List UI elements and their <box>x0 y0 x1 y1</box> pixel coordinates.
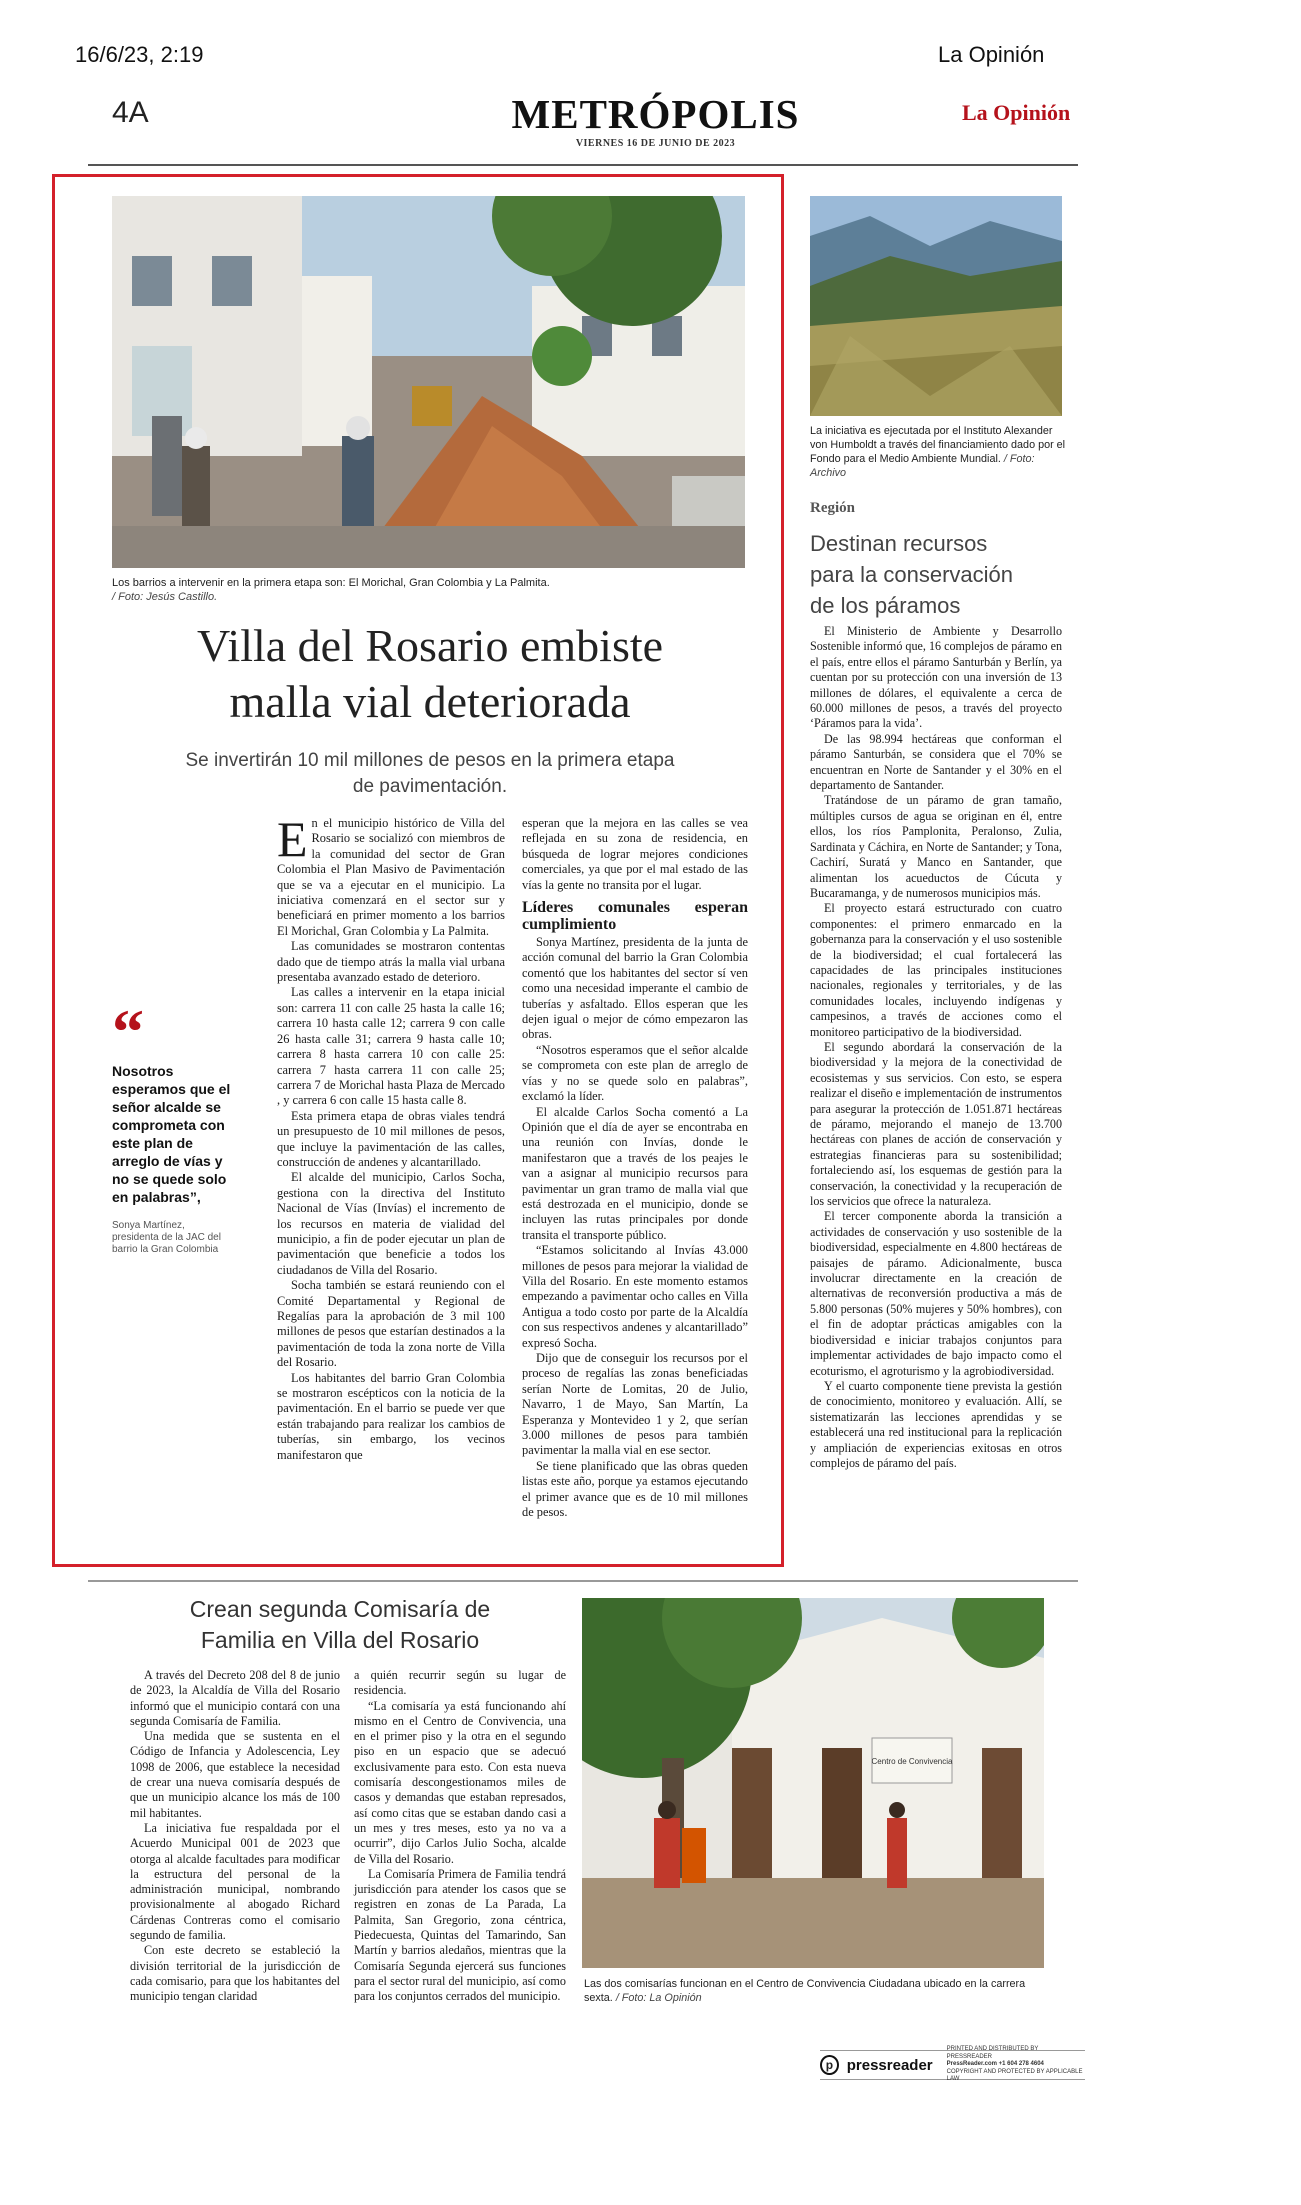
side-paragraph: El tercer componente aborda la transición a actividades de conservación y uso sostenible de la biodiversidad, especialmente en 4.800 hectáreas de paisajes de páramo. Adicionalmente, busca involucrar directamente en la creación de alternativas de reconversión productiva a más de 5.800 personas (50% mujeres y 50% hombres), con el fin de adoptar prácticas amigables con la biodiversidad e iniciar trabajos conjuntos para implementar actividades de bajo impacto como el ecoturismo, el agroturismo y la agrobiodiversidad. <box>810 1209 1062 1378</box>
main-col2-paragraph: Se tiene planificado que las obras queden listas este año, porque ya estamos ejecutando el primer avance que es de 10 mil millones de pesos. <box>522 1458 748 1520</box>
side-paragraph: De las 98.994 hectáreas que conforman el páramo Santurbán, se considera que el 70% se encuentran en Norte de Santander y el 30% en el departamento de Santander. <box>810 731 1062 793</box>
pull-quote-name: Sonya Martínez, <box>112 1220 185 1231</box>
pressreader-line3: COPYRIGHT AND PROTECTED BY APPLICABLE LAW <box>946 2068 1083 2083</box>
pull-quote-attribution <box>112 1220 247 1256</box>
main-photo-caption <box>112 576 752 604</box>
brand-logo: La Opinión <box>962 100 1071 125</box>
main-col2-paragraph: Sonya Martínez, presidenta de la junta de acción comunal del barrio la Gran Colombia comentó que los habitantes del sector sí ven como una necesidad imperante el cambio de tuberías y asfaltado. Ellos esperan que les dejen igual o mejor de cómo empezaron las obras. <box>522 935 748 1042</box>
main-col2-paragraph: “Nosotros esperamos que el señor alcalde se comprometa con este plan de arreglo de vías y no se quede solo en palabras”, exclamó la líder. <box>522 1042 748 1104</box>
main-col1-paragraph: Las comunidades se mostraron contentas dado que de tiempo atrás la malla vial urbana presentaba avanzado estado de deterioro. <box>277 939 505 985</box>
bottom-col1-paragraph: Una medida que se sustenta en el Código de Infancia y Adolescencia, Ley 1098 de 2006, que establece la necesidad de crear una nueva comisaría después de que un municipio alcance los más de 100 mil habitantes. <box>130 1729 340 1820</box>
pull-quote: Nosotros esperamos que el señor alcalde se comprometa con este plan de arreglo de vías y no se quede solo en palabras”, <box>112 1063 231 1205</box>
main-subhead-line1: Se invertirán 10 mil millones de pesos en la primera etapa <box>185 750 675 771</box>
main-col2-paragraph: Dijo que de conseguir los recursos por el proceso de regalías las zonas beneficiadas serían Norte de Lomitas, 20 de Julio, Navarro, 1 de Mayo, San Martín, La Esperanza y Montevideo 1 y 2, que serían 3.000 millones de pesos para también pavimentar la malla vial en ese sector. <box>522 1351 748 1458</box>
main-article-column-1 <box>277 811 505 1463</box>
side-headline-line1: Destinan recursos <box>810 531 988 556</box>
main-col2-subhead: Líderes comunales esperan cumplimiento <box>522 899 748 934</box>
side-article-body <box>810 624 1062 1471</box>
bottom-col2-paragraph: “La comisaría ya está funcionando ahí mismo en el Centro de Convivencia, una en el primer piso y la otra en el segundo piso en un espacio que se adecuó exclusivamente para esto. Con esta nueva comisaría descongestionamos miles de casos y demandas que estaban represados, así como citas que se estaban dando casi a un mes y tres meses, esto ya no va a ocurrir”, dijo Carlos Julio Socha, alcalde de Villa del Rosario. <box>354 1698 566 1866</box>
pressreader-logo: pressreader <box>846 2056 933 2074</box>
main-photo-caption-text: Los barrios a intervenir en la primera etapa son: El Morichal, Gran Colombia y La Palmita. <box>112 577 550 589</box>
main-photo-credit: / Foto: Jesús Castillo. <box>112 591 218 603</box>
bottom-col2-paragraph: a quién recurrir según su lugar de residencia. <box>354 1668 566 1698</box>
main-headline-line2: malla vial deteriorada <box>229 676 631 727</box>
pressreader-legal <box>947 2046 1085 2084</box>
main-col1-paragraph: Los habitantes del barrio Gran Colombia se mostraron escépticos con la noticia de la pavimentación. En el barrio se puede ver que están trabajando para realizar los cambios de tuberías, sin embargo, los vecinos manifestaron que <box>277 1370 505 1462</box>
main-headline <box>100 618 760 730</box>
main-col1-paragraph: Esta primera etapa de obras viales tendrá un presupuesto de 10 mil millones de pesos, que incluye la pavimentación de las calles, construcción de andenes y alcantarillado. <box>277 1108 505 1169</box>
pressreader-line2: PressReader.com +1 604 278 4604 <box>946 2061 1044 2068</box>
main-col1-paragraph: n el municipio histórico de Villa del Rosario se socializó con miembros de la comunidad del sector de Gran Colombia el Plan Masivo de Pavimentación que se va a ejecutar en el municipio. La iniciativa comenzará en el sector sur y beneficiará en primer momento a los barrios El Morichal, Gran Colombia y La Palmita. <box>277 816 505 938</box>
main-subhead-line2: de pavimentación. <box>352 776 508 797</box>
side-paragraph: El proyecto estará estructurado con cuatro componentes: el primero enmarcado en la gobernanza para la conservación y el uso sostenible de la biodiversidad; el cual fortalecerá las capacidades de las principales instituciones nacionales, regionales y territoriales, y de las comunidades locales, incluyendo indígenas y campesinos, a través de acciones como el monitoreo participativo de la biodiversidad. <box>810 901 1062 1039</box>
print-source: La Opinión <box>938 42 1045 67</box>
bottom-col2-paragraph: La Comisaría Primera de Familia tendrá jurisdicción para atender los casos que se registren en zonas de La Parada, La Palmita, San Gregorio, zona céntrica, Piedecuesta, Quintas del Tamarindo, San Martín y barrios aledaños, mientras que la Comisaría Segunda ejercerá sus funciones para el sector rural del municipio, así como para los conjuntos cerrados del municipio. <box>354 1866 566 2004</box>
side-kicker: Región <box>810 500 855 516</box>
sign-text: Centro de Convivencia <box>871 1757 953 1766</box>
pressreader-icon: p <box>820 2055 839 2075</box>
dropcap: E <box>277 811 308 867</box>
main-col1-paragraph: Las calles a intervenir en la etapa inicial son: carrera 11 con calle 25 hasta la calle 16; carrera 10 hasta calle 12; carrera 9 con calle 26 hasta calle 31; carrera 9 hasta calle 10; carrera 8 hasta carrera 10 con calle 25: carrera 7 hasta carrera 11 con calle 25; carrera 7 de Morichal hasta Plaza de Mercado , y carrera 6 con calle 15 hasta calle 8. <box>277 985 505 1108</box>
issue-date: VIERNES 16 DE JUNIO DE 2023 <box>575 138 736 149</box>
bottom-article-column-1 <box>130 1668 340 2005</box>
bottom-photo-caption-text: Las dos comisarías funcionan en el Centro de Convivencia Ciudadana ubicado en la carrera sexta. <box>584 1978 1026 2004</box>
bottom-headline-line2: Familia en Villa del Rosario <box>200 1627 480 1653</box>
print-datetime: 16/6/23, 2:19 <box>75 42 204 67</box>
street-works-photo <box>112 196 745 568</box>
side-photo-credit: / Foto: Archivo <box>810 453 1035 479</box>
main-headline-line1: Villa del Rosario embiste <box>196 620 664 671</box>
main-col1-paragraph: El alcalde del municipio, Carlos Socha, gestiona con la directiva del Instituto Nacional de Vías (Invías) el incremento de los recursos en materia de vialidad del municipio, a fin de poder ejecutar un plan de pavimentación que beneficie a todos los ciudadanos de Villa del Rosario. <box>277 1170 505 1277</box>
side-photo-caption <box>810 424 1068 480</box>
pressreader-line1: PRINTED AND DISTRIBUTED BY PRESSREADER <box>946 2046 1039 2060</box>
bottom-col1-paragraph: La iniciativa fue respaldada por el Acuerdo Municipal 001 de 2023 que otorga al alcalde facultades para modificar la estructura del personal de la administración municipal, nombrando provisionalmente al abogado Richard Cárdenas Contreras como el comisario segundo de familia. <box>130 1820 340 1943</box>
main-col2-paragraph: El alcalde Carlos Socha comentó a La Opinión que el día de ayer se encontraba en una reunión con Invías, donde le manifestaron que a través de los peajes le van a asignar al municipio recursos para pavimentar un gran tramo de malla vial que está destrozada en el municipio, donde se incluyen las rutas principales por donde transita el transporte público. <box>522 1104 748 1242</box>
side-paragraph: Tratándose de un páramo de gran tamaño, múltiples cursos de agua se originan en él, entre ellos, los ríos Pamplonita, Peralonso, Zulia, Sardinata y Cáchira, en Norte de Santander; y Tona, Cachirí, Suratá y Manco en Santander, que alimentan los acueductos de Cúcuta y Bucaramanga, y de numerosos municipios más. <box>810 793 1062 900</box>
main-col1-paragraph: Socha también se estará reuniendo con el Comité Departamental y Regional de Regalías para la aprobación de 3 mil 100 millones de pesos que estarían destinados a la pavimentación de toda la zona norte de Villa del Rosario. <box>277 1278 505 1370</box>
main-col2-intro: esperan que la mejora en las calles se vea reflejada en su zona de residencia, en búsqueda de lograr mejores condiciones comerciales, ya que por el mal estado de las vías la gente no transita por el lugar. <box>522 816 748 892</box>
pull-quote-role: presidenta de la JAC del barrio la Gran Colombia <box>112 1232 221 1255</box>
side-paragraph: El Ministerio de Ambiente y Desarrollo Sostenible informó que, 16 complejos de páramo en el país, entre ellos el páramo Santurbán y Berlín, ya cuentan por su protección con una inversión de 13 millones de dólares, el equivalente a cerca de 60.000 millones de pesos, a través del proyecto ‘Páramos para la vida’. <box>810 624 1062 731</box>
side-paragraph: Y el cuarto componente tiene prevista la gestión de conocimiento, monitoreo y evaluación. Allí, se sistematizarán las lecciones aprendidas y se establecerá una red institucional para la replicación y ampliación de experiencias exitosas en otros complejos de páramo del país. <box>810 1378 1062 1470</box>
side-photo-caption-text: La iniciativa es ejecutada por el Instituto Alexander von Humboldt a través del financiamiento dado por el Fondo para el Medio Ambiente Mundial. <box>810 425 1066 465</box>
side-headline-line2: para la conservación <box>810 562 1014 587</box>
side-paragraph: El segundo abordará la conservación de la biodiversidad y la mejora de la conectividad de ecosistemas y sus servicios. Con esto, se espera realizar el diseño e implementación de instrumentos para asegurar la protección de 1.051.871 hectáreas de páramo, mejorando el manejo de 13.700 hectáreas con planes de acción de conservación y estrategias financieras para su sostenibilidad; fortaleciendo así, los esquemas de gestión para la conservación, la conectividad y la recuperación de los servicios que ofrece la naturaleza. <box>810 1039 1062 1209</box>
section-title: METRÓPOLIS <box>511 91 800 137</box>
bottom-col1-paragraph: Con este decreto se estableció la división territorial de la jurisdicción de cada comisario, para que los habitantes del municipio tengan claridad <box>130 1943 340 2004</box>
main-article-column-2 <box>522 816 748 1520</box>
quote-mark-icon: “ <box>112 996 144 1067</box>
pressreader-footer <box>820 2046 1085 2083</box>
bottom-headline-line1: Crean segunda Comisaría de <box>189 1596 491 1622</box>
main-col2-paragraph: “Estamos solicitando al Invías 43.000 millones de pesos para mejorar la vialidad de Villa del Rosario. En este momento estamos empezando a pavimentar ocho calles en Villa Antigua a todo costo por parte de la Alcaldía con sus respectivos andenes y alcantarillado” expresó Socha. <box>522 1243 748 1350</box>
side-headline-line3: de los páramos <box>810 593 961 618</box>
paramo-photo <box>810 196 1062 416</box>
side-headline <box>810 528 1070 621</box>
bottom-photo-credit: / Foto: La Opinión <box>615 1992 702 2004</box>
comisaria-photo <box>582 1598 1044 1968</box>
bottom-col1-paragraph: A través del Decreto 208 del 8 de junio de 2023, la Alcaldía de Villa del Rosario informó que el municipio contará con una segunda Comisaría de Familia. <box>130 1668 340 1728</box>
bottom-headline <box>120 1594 560 1656</box>
bottom-article-column-2 <box>354 1668 566 2005</box>
section-divider <box>88 1580 1078 1582</box>
page-number: 4A <box>112 96 149 129</box>
masthead-rule <box>88 164 1078 166</box>
main-subhead <box>100 748 760 800</box>
bottom-photo-caption <box>584 1977 1054 2005</box>
